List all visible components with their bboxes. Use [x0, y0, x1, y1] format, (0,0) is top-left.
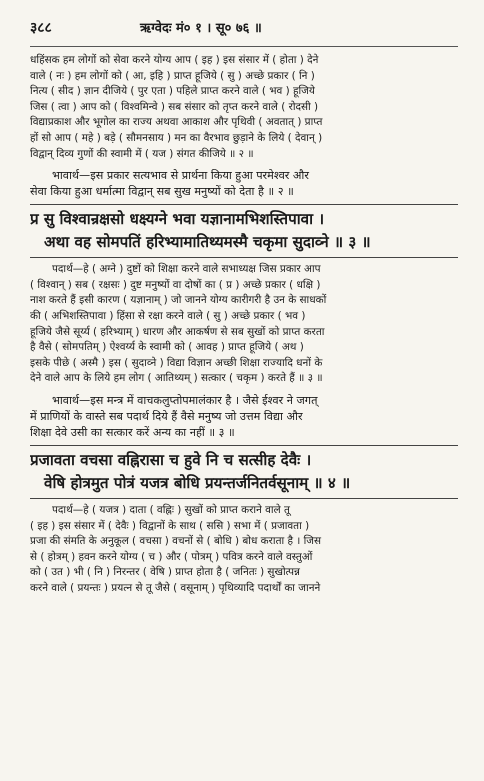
text-line: विद्याप्रकाश और भूगोल का राज्य अथवा आकाश और पृथिवी ( अवतात् ) प्राप्त — [30, 116, 323, 129]
page-number: ३८८ — [30, 20, 52, 36]
text-line: ( विश्वान् ) सब ( रक्षसः ) दुष्ट मनुष्यों वा दोषों का ( प्र ) अच्छे प्रकार ( धक्षि ) — [30, 278, 321, 291]
text-line: है वैसे ( सोमपतिम् ) ऐश्वर्य्य के स्वामी को ( आवह ) प्राप्त हूजिये ( अथ ) — [30, 341, 304, 354]
mantra-line: अथा वह सोमपतिं हरिभ्यामातिथ्यमस्मै चकृमा सुदाव्ने ॥ ३ ॥ — [44, 233, 371, 252]
text-line: हों सो आप ( महे ) बड़े ( सौमनसाय ) मन का वैरभाव छुड़ाने के लिये ( देवान् ) — [30, 131, 323, 144]
text-line: देने वाले आप के लिये हम लोग ( आतिथ्यम् ) सत्कार ( चकृम ) करते हैं ॥ ३ ॥ — [30, 372, 323, 385]
text-line: की ( अभिशस्तिपावा ) हिंसा से रक्षा करने वाले ( सु ) अच्छे प्रकार ( भव ) — [30, 309, 306, 322]
text-line: भावार्थ—इस प्रकार सत्यभाव से प्रार्थना किया हुआ परमेश्वर और — [52, 169, 309, 183]
text-line: पदार्थ—हे ( यजत्र ) दाता ( वह्निः ) सुखों को प्राप्त कराने वाले तू — [52, 503, 290, 516]
text-line: नाश करते हैं इसी कारण ( यज्ञानाम् ) जो जानने योग्य कारीगरी है उन के साधकों — [30, 294, 327, 307]
mantra-line: प्र सु विश्वान्रक्षसो धक्ष्यग्ने भवा यज्ञानामभिशस्तिपावा । — [30, 210, 325, 229]
text-line: करने वाले ( प्रयन्तः ) प्रयत्न से तू जैसे ( वसूनाम् ) पृथिव्यादि पदार्थों का जानने — [30, 581, 321, 594]
text-line: प्रजा की संमति के अनुकूल ( वचसा ) वचनों से ( बोधि ) बोध कराता है । जिस — [30, 535, 321, 548]
running-head: ऋग्वेदः मं० १ । सू० ७६ ॥ — [140, 21, 262, 36]
bhavartha-paragraph-2 — [30, 168, 458, 200]
padartha-paragraph-3 — [30, 262, 458, 387]
padartha-paragraph-4 — [30, 503, 458, 597]
text-line: विद्वान् दिव्य गुणों की स्वामी में ( यज ) संगत कीजिये ॥ २ ॥ — [30, 147, 254, 160]
text-line: नित्य ( सीद ) ज्ञान दीजिये ( पुर एता ) पहिले प्राप्त करने वाले ( भव ) हूजिये — [30, 85, 315, 98]
text-line: सेवा किया हुआ धर्मात्मा विद्वान् सब सुख मनुष्यों को देता है ॥ २ ॥ — [30, 185, 294, 199]
mantra-line: प्रजावता वचसा वह्निरासा च हुवे नि च सत्सीह देवैः । — [30, 450, 312, 469]
mantra-verse-4 — [30, 445, 458, 499]
mantra-verse-3 — [30, 204, 458, 258]
text-line: इसके पीछे ( अस्मै ) इस ( सुदाव्ने ) विद्या विज्ञान अच्छी शिक्षा राज्यादि धनों के — [30, 356, 323, 369]
page-header — [30, 18, 458, 47]
text-line: वाले ( नः ) हम लोगों को ( आ, इहि ) प्राप्त हूजिये ( सु ) अच्छे प्रकार ( नि ) — [30, 69, 315, 82]
meaning-continued-paragraph — [30, 53, 458, 162]
text-line: को ( उत ) भी ( नि ) निरन्तर ( वेषि ) प्राप्त होता है ( जनितः ) सुखोत्पन्न — [30, 566, 300, 579]
text-line: जिस ( त्वा ) आप को ( विश्वमिन्वे ) सब संसार को तृप्त करने वाले ( रोदसी ) — [30, 100, 319, 113]
text-line: ( इह ) इस संसार में ( देवैः ) विद्वानों के साथ ( ससि ) सभा में ( प्रजावता ) — [30, 519, 310, 532]
text-line: हूजिये जैसे सूर्य्य ( हरिभ्याम् ) धारण और आकर्षण से सब सुखों को प्राप्त करता — [30, 325, 325, 338]
text-line: भावार्थ—इस मन्त्र में वाचकलुप्तोपमालंकार है । जैसे ईश्वर ने जगत् — [52, 393, 318, 407]
bhavartha-paragraph-3 — [30, 393, 458, 441]
text-line: धहिंसक हम लोगों को सेवा करने योग्य आप ( इह ) इस संसार में ( होता ) देने — [30, 54, 319, 66]
text-line: शिक्षा देवे उसी का सत्कार करें अन्य का नहीं ॥ ३ ॥ — [30, 425, 235, 439]
text-line: पदार्थ—हे ( अग्ने ) दुष्टों को शिक्षा करने वाले सभाध्यक्ष जिस प्रकार आप — [52, 263, 321, 276]
text-line: में प्राणियों के वास्ते सब पदार्थ दिये हैं वैसे मनुष्य जो उत्तम विद्या और — [30, 409, 303, 423]
mantra-line: वेषि होत्रमुत पोत्रं यजत्र बोधि प्रयन्तर्जनितर्वसूनाम् ॥ ४ ॥ — [44, 473, 351, 492]
text-line: से ( होत्रम् ) हवन करने योग्य ( च ) और ( पोत्रम् ) पवित्र करने वाले वस्तुओं — [30, 550, 313, 563]
